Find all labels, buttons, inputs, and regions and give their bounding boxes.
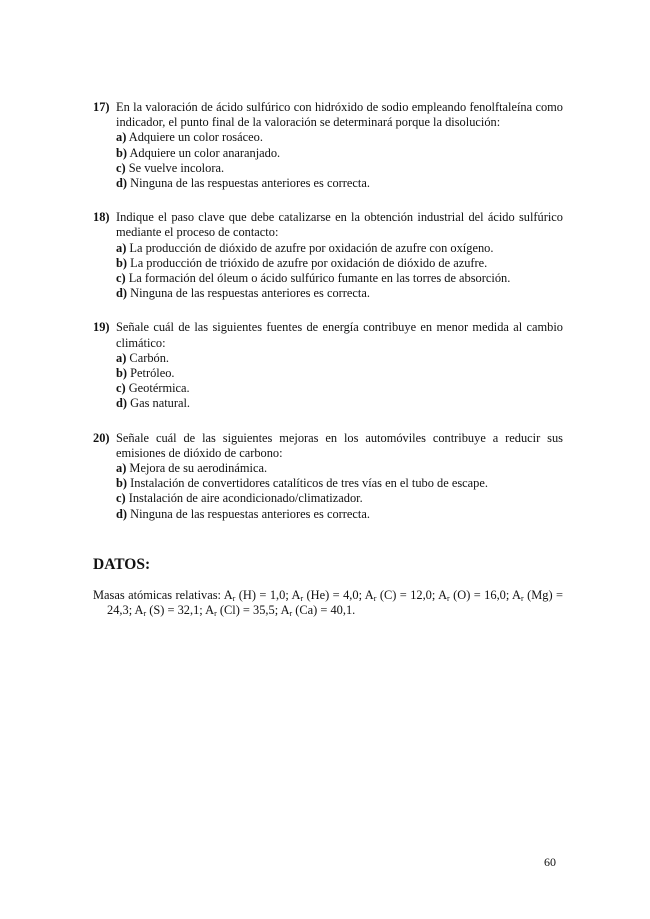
question-number: 19) (93, 320, 110, 335)
option-letter: a) (116, 461, 127, 476)
option-a (116, 351, 563, 366)
atomic-mass-value: (C) = 12,0 (376, 587, 432, 602)
atomic-masses-intro: Masas atómicas relativas: (93, 587, 224, 602)
atomic-mass-symbol: A (291, 587, 301, 602)
option-d (116, 507, 563, 522)
atomic-mass-symbol: A (205, 603, 215, 618)
atomic-mass-separator: ; (358, 587, 365, 602)
option-b (116, 366, 563, 381)
question-text: Indique el paso clave que debe catalizarse en la obtención industrial del ácido sulfúrico mediante el proceso de contacto: (116, 210, 563, 240)
option-c (116, 491, 563, 506)
option-text: Geotérmica. (125, 381, 190, 396)
option-letter: d) (116, 286, 128, 301)
atomic-mass-value: (He) = 4,0 (303, 587, 359, 602)
option-letter: a) (116, 350, 127, 365)
atomic-mass-symbol: A (280, 603, 290, 618)
atomic-mass-value: (Mg) = 24,3 (107, 587, 563, 618)
question-stem (93, 431, 563, 461)
option-text: Mejora de su aerodinámica. (126, 461, 268, 476)
question-number: 17) (93, 100, 110, 114)
option-letter: c) (116, 271, 126, 286)
atomic-mass-subscript: r (521, 593, 524, 603)
option-text: La formación del óleum o ácido sulfúrico fumante en las torres de absorción. (125, 271, 511, 286)
atomic-mass-entry (224, 588, 292, 602)
atomic-mass-value: (Cl) = 35,5 (216, 603, 275, 618)
option-text: Ninguna de las respuestas anteriores es correcta. (127, 506, 370, 521)
option-text: Adquiere un color rosáceo. (126, 130, 263, 145)
page-number: 60 (544, 855, 556, 869)
atomic-mass-value: (Ca) = 40,1 (292, 603, 353, 618)
option-d (116, 286, 563, 301)
question-text: Señale cuál de las siguientes fuentes de energía contribuye en menor medida al cambio climático: (116, 320, 563, 350)
option-b (116, 256, 563, 271)
atomic-mass-entry (438, 588, 512, 602)
atomic-mass-subscript: r (289, 609, 293, 619)
atomic-mass-entry (205, 603, 280, 617)
option-a (116, 461, 563, 476)
question-17 (93, 100, 563, 191)
option-letter: c) (116, 491, 126, 506)
option-text: Adquiere un color anaranjado. (127, 145, 281, 160)
answer-options (93, 351, 563, 412)
option-letter: c) (116, 381, 126, 396)
option-letter: a) (116, 240, 127, 255)
option-letter: d) (116, 506, 128, 521)
atomic-mass-separator: ; (285, 587, 292, 602)
atomic-mass-entry (292, 588, 365, 602)
answer-options (93, 130, 563, 191)
option-text: La producción de trióxido de azufre por oxidación de dióxido de azufre. (127, 255, 488, 270)
atomic-mass-separator: ; (274, 603, 281, 618)
option-d (116, 396, 563, 411)
atomic-mass-subscript: r (373, 593, 377, 603)
atomic-mass-symbol: A (134, 603, 144, 618)
option-d (116, 176, 563, 191)
atomic-mass-value: (S) = 32,1 (146, 603, 200, 618)
option-text: Ninguna de las respuestas anteriores es correcta. (127, 286, 370, 301)
atomic-mass-subscript: r (214, 609, 217, 619)
option-text: Instalación de aire acondicionado/climatizador. (125, 491, 363, 506)
option-letter: b) (116, 366, 128, 381)
atomic-mass-entry (135, 603, 206, 617)
atomic-masses-text (93, 588, 563, 618)
option-text: Se vuelve incolora. (125, 160, 225, 175)
question-stem (93, 210, 563, 240)
atomic-mass-separator: ; (199, 603, 206, 618)
atomic-mass-entry (281, 603, 356, 617)
question-number: 20) (93, 430, 110, 445)
option-letter: a) (116, 130, 127, 145)
atomic-mass-symbol: A (512, 587, 521, 602)
atomic-mass-separator: ; (505, 587, 513, 602)
atomic-mass-separator: ; (128, 603, 135, 618)
option-letter: c) (116, 160, 126, 175)
atomic-mass-subscript: r (143, 609, 147, 619)
question-text: En la valoración de ácido sulfúrico con hidróxido de sodio empleando fenolftaleína como indicador, el punto final de la valoración se determinará porque la disolución: (116, 100, 563, 130)
atomic-mass-separator: ; (431, 587, 439, 602)
answer-options (93, 461, 563, 522)
atomic-mass-value: (H) = 1,0 (235, 587, 286, 602)
atomic-mass-subscript: r (300, 593, 304, 603)
option-b (116, 146, 563, 161)
question-19 (93, 320, 563, 411)
question-stem (93, 100, 563, 130)
option-c (116, 271, 563, 286)
option-text: Gas natural. (127, 396, 190, 411)
question-20 (93, 431, 563, 522)
option-letter: b) (116, 145, 128, 160)
option-text: Carbón. (126, 350, 169, 365)
option-a (116, 130, 563, 145)
answer-options (93, 241, 563, 302)
option-c (116, 381, 563, 396)
option-text: Instalación de convertidores catalíticos de tres vías en el tubo de escape. (127, 476, 488, 491)
option-c (116, 161, 563, 176)
question-18 (93, 210, 563, 301)
atomic-mass-symbol: A (364, 587, 374, 602)
option-b (116, 476, 563, 491)
option-text: Petróleo. (127, 366, 175, 381)
option-letter: d) (116, 396, 128, 411)
option-letter: d) (116, 176, 128, 191)
atomic-mass-symbol: A (438, 587, 448, 602)
question-stem (93, 320, 563, 350)
option-text: Ninguna de las respuestas anteriores es correcta. (127, 176, 370, 191)
option-text: La producción de dióxido de azufre por oxidación de azufre con oxígeno. (126, 240, 494, 255)
atomic-mass-value: (O) = 16,0 (449, 587, 506, 602)
atomic-mass-entry (365, 588, 438, 602)
atomic-mass-symbol: A (223, 587, 233, 602)
atomic-mass-separator: . (352, 603, 356, 618)
option-letter: b) (116, 476, 128, 491)
atomic-mass-subscript: r (447, 593, 450, 603)
option-letter: b) (116, 255, 128, 270)
option-a (116, 241, 563, 256)
atomic-mass-subscript: r (232, 593, 236, 603)
exam-content (93, 100, 563, 618)
question-number: 18) (93, 210, 110, 225)
datos-heading: DATOS: (93, 555, 151, 573)
question-text: Señale cuál de las siguientes mejoras en los automóviles contribuye a reducir sus emisiones de dióxido de carbono: (116, 430, 563, 460)
